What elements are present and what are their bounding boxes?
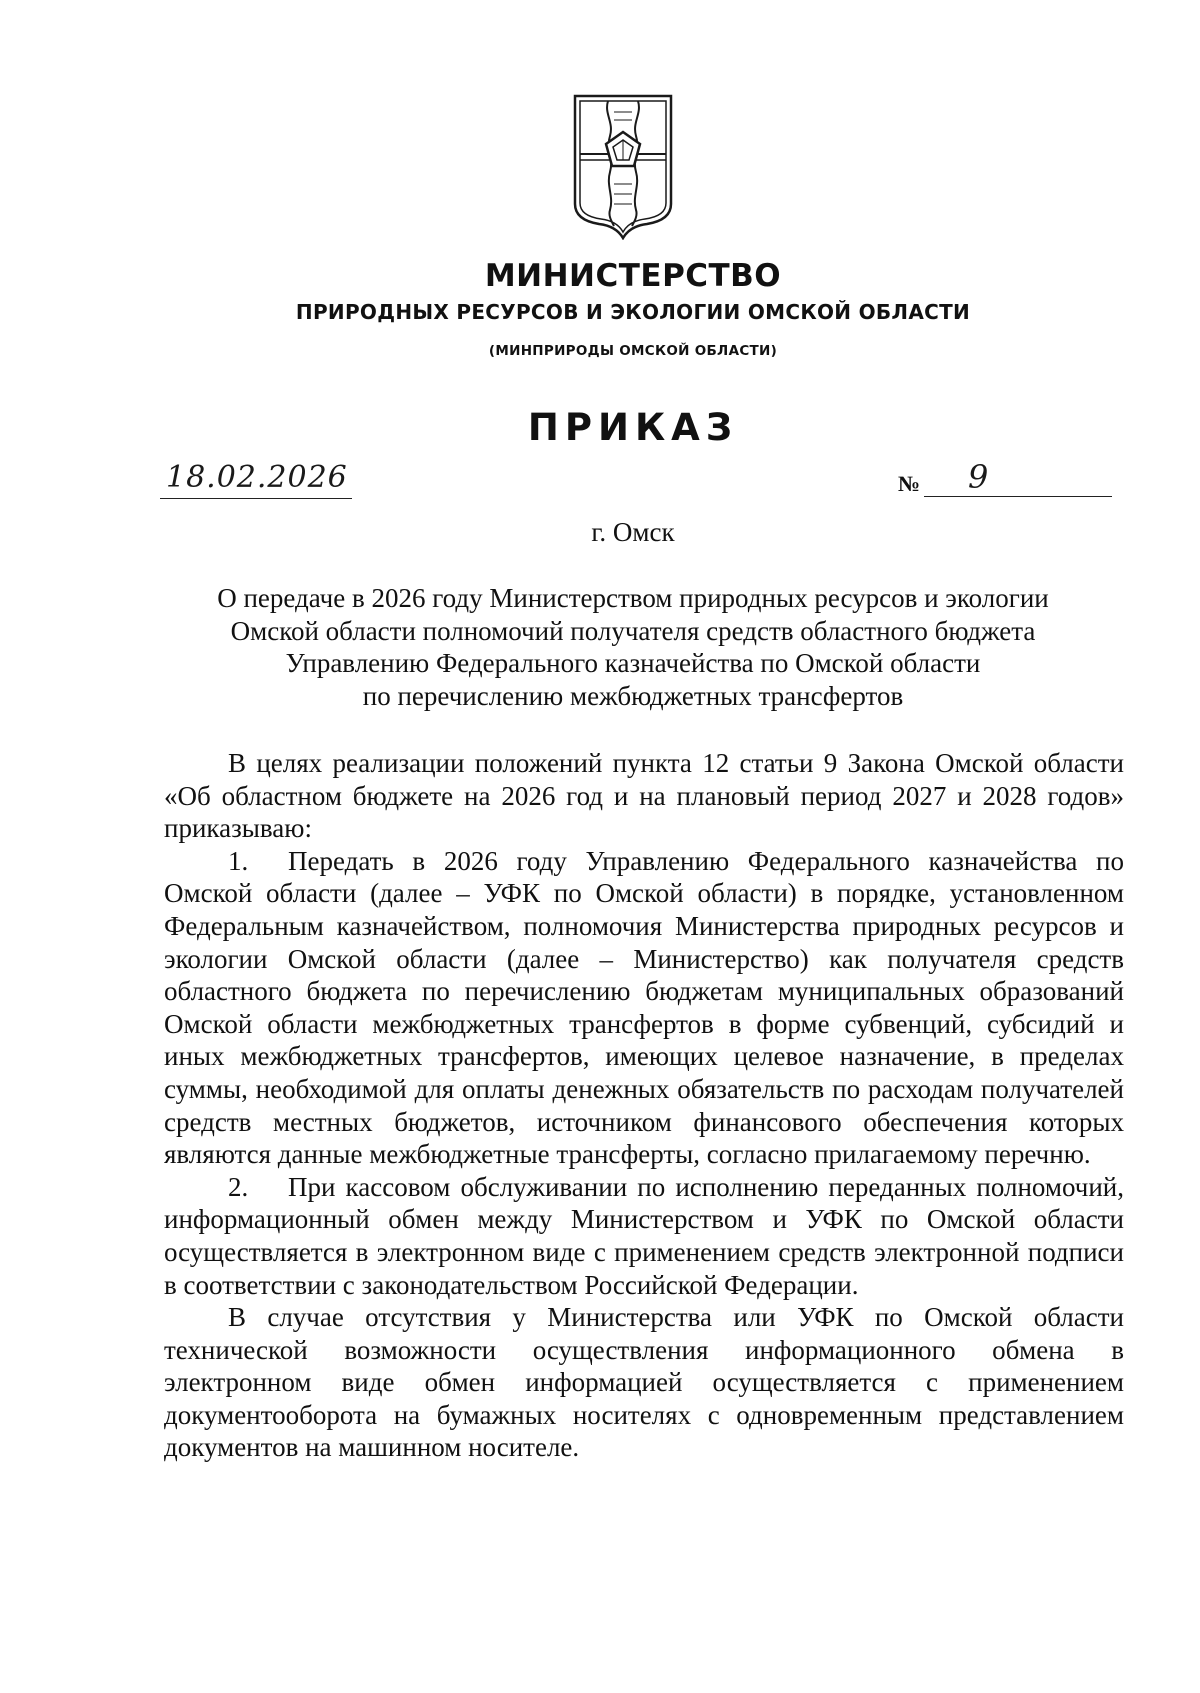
coat-of-arms-icon: [572, 92, 674, 240]
order-city: г. Омск: [591, 517, 675, 547]
order-number-label: №: [898, 471, 921, 496]
order-date-handwritten: 18.02.2026: [166, 460, 348, 495]
item-1-number: 1.: [228, 845, 249, 876]
subject-line: Омской области полномочий получателя средств областного бюджета: [230, 615, 1036, 646]
subject-line: Управлению Федерального казначейства по Омской области: [285, 648, 981, 678]
ministry-short-name: (МИНПРИРОДЫ ОМСКОЙ ОБЛАСТИ): [488, 343, 778, 359]
item-1-paragraph: [164, 845, 1124, 1171]
order-title: ПРИКАЗ: [527, 406, 739, 449]
item-2-number: 2.: [228, 1171, 249, 1202]
intro-paragraph: В целях реализации положений пункта 12 статьи 9 Закона Омской области «Об областном бюджете на 2026 год и на плановый период 2027 и 2028 годов» приказываю:: [164, 748, 1124, 844]
order-subject: [120, 582, 1146, 712]
subject-line: О передаче в 2026 году Министерством природных ресурсов и экологии: [217, 583, 1049, 613]
item-1-text: Передать в 2026 году Управлению Федерального казначейства по Омской области (далее – УФК по Омской области) в порядке, установленном Федеральным казначейством, полномочия Министерства природных ресурсов и экологии Омской области (далее – Министерство) как получателя средств областного бюджета по перечислению бюджетам муниципальных образований Омской области межбюджетных трансфертов в форме субвенций, субсидий и иных межбюджетных трансфертов, имеющих целевое назначение, в пределах суммы, необходимой для оплаты денежных обязательств по расходам получателей средств местных бюджетов, источником финансового обеспечения которых являются данные межбюджетные трансферты, согласно прилагаемому перечню.: [164, 845, 1124, 1170]
subject-line: по перечислению межбюджетных трансфертов: [362, 680, 904, 711]
item-2-text: При кассовом обслуживании по исполнению переданных полномочий, информационный обмен между Министерством и УФК по Омской области осуществляется в электронном виде с применением средств электронной подписи в соответствии с законодательством Российской Федерации.: [164, 1171, 1124, 1300]
item-2-paragraph: [164, 1171, 1124, 1301]
order-number-field: [924, 458, 1112, 497]
ministry-title: МИНИСТЕРСТВО: [484, 258, 782, 294]
order-date-field: [160, 458, 352, 499]
ministry-subtitle: ПРИРОДНЫХ РЕСУРСОВ И ЭКОЛОГИИ ОМСКОЙ ОБЛАСТИ: [295, 300, 971, 324]
order-body: [164, 747, 1124, 1464]
item-2-continued-paragraph: В случае отсутствия у Министерства или УФК по Омской области технической возможности осуществления информационного обмена в электронном виде обмен информацией осуществляется с применением документооборота на бумажных носителях с одновременным представлением документов на машинном носителе.: [164, 1302, 1124, 1463]
order-number-handwritten: 9: [968, 458, 989, 496]
